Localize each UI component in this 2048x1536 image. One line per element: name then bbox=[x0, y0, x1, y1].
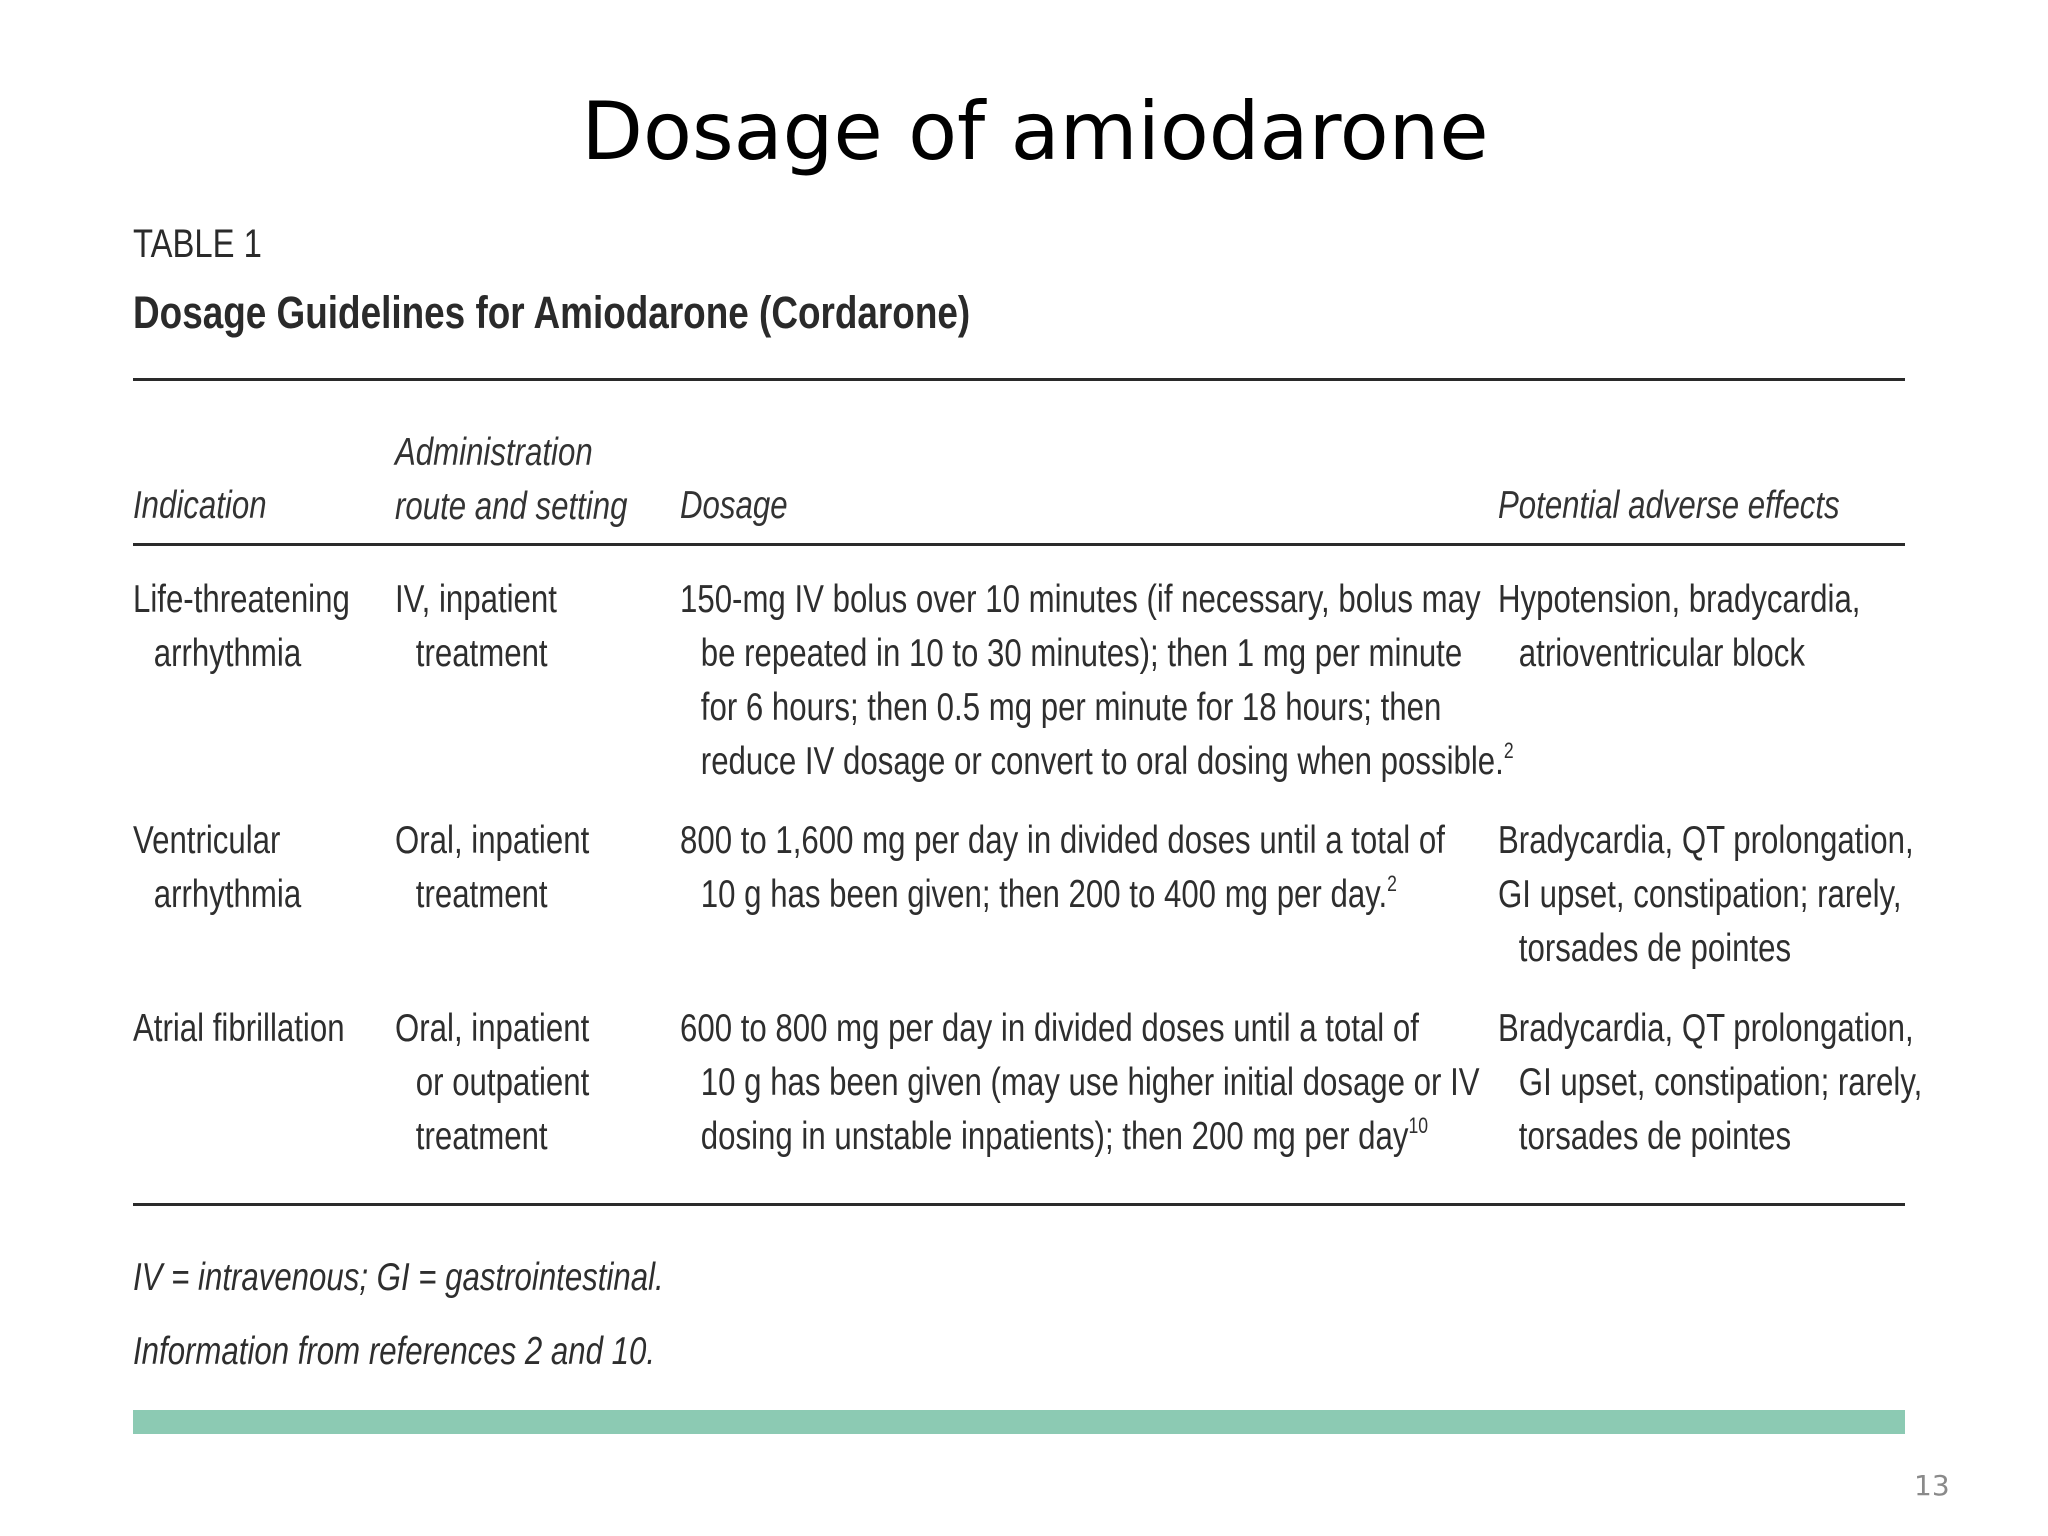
row1-effects-line1: Hypotension, bradycardia, bbox=[1498, 578, 1861, 621]
row1-indication-line1: Life-threatening bbox=[133, 578, 350, 621]
row2-effects-line3: torsades de pointes bbox=[1518, 927, 1792, 970]
row3-dosage-line3 bbox=[680, 1110, 1480, 1164]
row2-dosage-ref: 2 bbox=[1387, 871, 1397, 896]
row1-dosage-line4 bbox=[680, 735, 1514, 789]
row3-indication bbox=[133, 1002, 345, 1056]
footnote-abbreviations: IV = intravenous; GI = gastrointestinal. bbox=[133, 1256, 664, 1299]
row3-dosage-ref: 10 bbox=[1408, 1113, 1429, 1138]
row2-effects-line2: GI upset, constipation; rarely, bbox=[1498, 873, 1902, 916]
table-top-rule bbox=[133, 378, 1905, 381]
row1-dosage-line3: for 6 hours; then 0.5 mg per minute for 18 hours; then bbox=[700, 686, 1442, 729]
page-number: 13 bbox=[1914, 1469, 1950, 1502]
row3-effects-line3: torsades de pointes bbox=[1518, 1115, 1792, 1158]
row1-effects bbox=[1498, 573, 1860, 681]
row1-dosage-ref: 2 bbox=[1503, 738, 1514, 763]
row1-route-line2: treatment bbox=[415, 632, 548, 675]
row3-dosage bbox=[680, 1002, 1480, 1164]
accent-bar bbox=[133, 1410, 1905, 1434]
row3-route-line2: or outpatient bbox=[415, 1061, 590, 1104]
row3-indication-line1: Atrial fibrillation bbox=[133, 1007, 345, 1050]
row1-dosage-line1: 150-mg IV bolus over 10 minutes (if necessary, bolus may bbox=[680, 578, 1481, 621]
footnote-source: Information from references 2 and 10. bbox=[133, 1330, 656, 1373]
row1-effects-line2: atrioventricular block bbox=[1518, 632, 1805, 675]
row3-effects-line1: Bradycardia, QT prolongation, bbox=[1498, 1007, 1914, 1050]
row1-dosage-line4-text: reduce IV dosage or convert to oral dosing when possible. bbox=[700, 740, 1504, 783]
row2-dosage-line2-text: 10 g has been given; then 200 to 400 mg per day. bbox=[700, 873, 1388, 916]
row2-route bbox=[395, 814, 589, 922]
row1-route bbox=[395, 573, 557, 681]
row2-indication-line2: arrhythmia bbox=[153, 873, 302, 916]
row3-effects bbox=[1498, 1002, 1922, 1164]
row3-route-line1: Oral, inpatient bbox=[395, 1007, 590, 1050]
row2-indication-line1: Ventricular bbox=[133, 819, 281, 862]
row2-dosage-line2 bbox=[680, 868, 1445, 922]
header-dosage: Dosage bbox=[680, 484, 788, 527]
row3-effects-line2: GI upset, constipation; rarely, bbox=[1518, 1061, 1923, 1104]
row1-dosage-line2: be repeated in 10 to 30 minutes); then 1 mg per minute bbox=[700, 632, 1463, 675]
header-indication: Indication bbox=[133, 484, 267, 527]
slide-title: Dosage of amiodarone bbox=[581, 85, 1489, 178]
row2-route-line2: treatment bbox=[415, 873, 548, 916]
table-label: TABLE 1 bbox=[133, 222, 262, 266]
row2-route-line1: Oral, inpatient bbox=[395, 819, 590, 862]
table-heading: Dosage Guidelines for Amiodarone (Cordarone) bbox=[133, 287, 971, 338]
row1-dosage bbox=[680, 573, 1514, 789]
row3-route bbox=[395, 1002, 589, 1164]
header-route-line1: Administration bbox=[395, 431, 593, 474]
row1-indication bbox=[133, 573, 350, 681]
row1-route-line1: IV, inpatient bbox=[395, 578, 557, 621]
row2-dosage bbox=[680, 814, 1445, 922]
row2-indication bbox=[133, 814, 301, 922]
row3-dosage-line1: 600 to 800 mg per day in divided doses until a total of bbox=[680, 1007, 1419, 1050]
row1-indication-line2: arrhythmia bbox=[153, 632, 302, 675]
row3-dosage-line3-text: dosing in unstable inpatients); then 200 mg per day bbox=[700, 1115, 1409, 1158]
row3-dosage-line2: 10 g has been given (may use higher initial dosage or IV bbox=[700, 1061, 1480, 1104]
header-route-line2: route and setting bbox=[395, 485, 628, 528]
row2-effects bbox=[1498, 814, 1914, 976]
row2-dosage-line1: 800 to 1,600 mg per day in divided doses until a total of bbox=[680, 819, 1445, 862]
row3-route-line3: treatment bbox=[415, 1115, 548, 1158]
row2-effects-line1: Bradycardia, QT prolongation, bbox=[1498, 819, 1914, 862]
header-effects: Potential adverse effects bbox=[1498, 484, 1840, 527]
header-route bbox=[395, 426, 627, 534]
table-bottom-rule bbox=[133, 1203, 1905, 1206]
header-rule bbox=[133, 543, 1905, 546]
